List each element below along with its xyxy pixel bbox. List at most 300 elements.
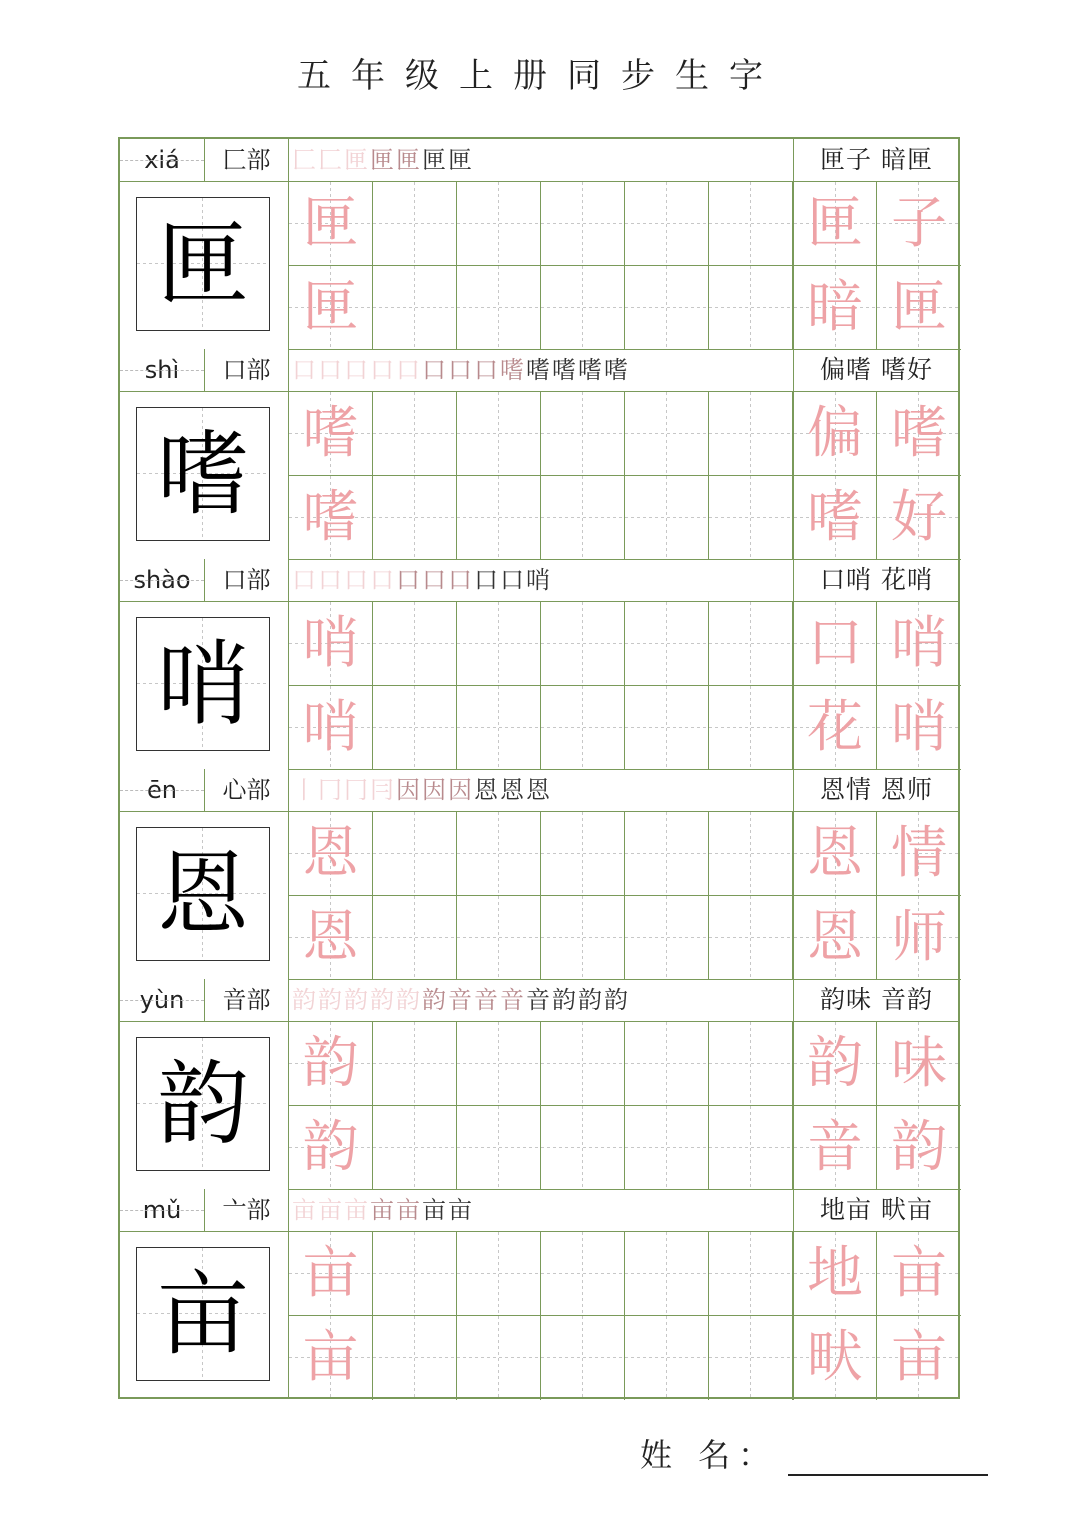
big-char: 哨 — [156, 631, 249, 738]
char-block-5 — [120, 979, 958, 1189]
grid-guide — [541, 1316, 624, 1400]
big-char-area — [120, 602, 289, 769]
big-char-box — [136, 617, 270, 751]
stroke-step: 口 — [344, 356, 370, 384]
pinyin-label: mǔ — [120, 1189, 205, 1231]
stroke-step: 冂 — [318, 776, 344, 804]
grid-guide — [373, 1232, 456, 1315]
practice-cell[interactable] — [289, 686, 373, 770]
grid-guide — [625, 1022, 708, 1105]
trace-char: 亩 — [302, 1241, 359, 1306]
stroke-step: 恩 — [500, 776, 526, 804]
grid-guide — [373, 1022, 456, 1105]
practice-cell[interactable] — [541, 1316, 625, 1400]
char-header-row — [120, 559, 958, 602]
stroke-step: 匚 — [318, 146, 344, 174]
word-trace-cell[interactable] — [877, 266, 961, 350]
word-trace-cell[interactable] — [793, 1106, 877, 1190]
trace-char: 匣 — [302, 191, 359, 256]
stroke-step: 恩 — [526, 776, 552, 804]
practice-cell[interactable] — [625, 1232, 709, 1316]
grid-guide — [373, 686, 456, 769]
big-char-area — [120, 392, 289, 559]
char-header-row — [120, 139, 958, 182]
stroke-step: 口 — [422, 566, 448, 594]
stroke-step: 亩 — [370, 1196, 396, 1224]
practice-cell[interactable] — [709, 1106, 793, 1190]
grid-guide — [625, 266, 708, 349]
trace-char: 亩 — [891, 1241, 947, 1306]
practice-cell[interactable] — [709, 392, 793, 476]
practice-cell[interactable] — [625, 182, 709, 266]
trace-char: 亩 — [891, 1325, 947, 1390]
word-trace-cell[interactable] — [877, 1232, 961, 1316]
stroke-step: 匚 — [292, 146, 318, 174]
word-trace-cell[interactable] — [877, 182, 961, 266]
practice-cell[interactable] — [373, 686, 457, 770]
stroke-step: 亩 — [422, 1196, 448, 1224]
trace-char: 好 — [891, 485, 947, 550]
practice-cell[interactable] — [625, 686, 709, 770]
char-header-row — [120, 979, 958, 1022]
big-char: 嗜 — [156, 421, 249, 528]
char-block-4 — [120, 769, 958, 979]
stroke-step: 亩 — [292, 1196, 318, 1224]
practice-cell[interactable] — [289, 1316, 373, 1400]
grid-guide — [457, 266, 540, 349]
practice-cell[interactable] — [709, 1316, 793, 1400]
grid-guide — [709, 1106, 792, 1189]
stroke-step: 亩 — [344, 1196, 370, 1224]
trace-char: 子 — [891, 191, 947, 256]
grid-guide — [457, 392, 540, 475]
practice-cell[interactable] — [625, 1106, 709, 1190]
practice-cell[interactable] — [289, 812, 373, 896]
practice-cell[interactable] — [289, 392, 373, 476]
practice-cell[interactable] — [709, 266, 793, 350]
trace-char: 匣 — [891, 275, 947, 340]
example-words: 偏嗜 嗜好 — [793, 349, 959, 391]
stroke-step: 恩 — [474, 776, 500, 804]
grid-guide — [541, 1022, 624, 1105]
stroke-step: 冃 — [370, 776, 396, 804]
grid-guide — [541, 182, 624, 265]
stroke-order-sequence — [292, 979, 792, 1021]
trace-char: 韵 — [891, 1115, 947, 1180]
trace-char: 花 — [807, 695, 863, 760]
practice-cell[interactable] — [625, 266, 709, 350]
practice-cell[interactable] — [289, 602, 373, 686]
word-trace-cell[interactable] — [793, 476, 877, 560]
trace-char: 哨 — [302, 695, 359, 760]
practice-cell[interactable] — [709, 896, 793, 980]
word-trace-cell[interactable] — [877, 1316, 961, 1400]
stroke-step: 匣 — [448, 146, 474, 174]
trace-char: 韵 — [302, 1031, 359, 1096]
example-words: 口哨 花哨 — [793, 559, 959, 601]
pinyin-label: shào — [120, 559, 205, 601]
big-char-box — [136, 197, 270, 331]
grid-guide — [541, 896, 624, 979]
practice-cell[interactable] — [541, 266, 625, 350]
big-char-box — [136, 1247, 270, 1381]
practice-cell[interactable] — [289, 266, 373, 350]
stroke-step: 匣 — [396, 146, 422, 174]
grid-guide — [625, 1316, 708, 1400]
grid-guide — [541, 266, 624, 349]
stroke-step: 嗜 — [578, 356, 604, 384]
stroke-step: 韵 — [552, 986, 578, 1014]
big-char-box — [136, 827, 270, 961]
trace-char: 偏 — [807, 401, 863, 466]
grid-guide — [709, 476, 792, 559]
char-block-6 — [120, 1189, 958, 1399]
stroke-step: 口 — [474, 566, 500, 594]
radical-label: 亠部 — [205, 1189, 289, 1231]
char-header-row — [120, 769, 958, 812]
practice-cell[interactable] — [625, 1316, 709, 1400]
stroke-step: 口 — [474, 356, 500, 384]
stroke-step: 丨 — [292, 776, 318, 804]
practice-cell[interactable] — [373, 1232, 457, 1316]
practice-cell[interactable] — [541, 812, 625, 896]
word-trace-cell[interactable] — [793, 182, 877, 266]
trace-char: 口 — [807, 611, 863, 676]
trace-char: 师 — [891, 905, 947, 970]
practice-cell[interactable] — [373, 812, 457, 896]
grid-guide — [709, 812, 792, 895]
practice-cell[interactable] — [457, 602, 541, 686]
practice-cell[interactable] — [373, 266, 457, 350]
grid-guide — [457, 182, 540, 265]
stroke-order-sequence — [292, 559, 792, 601]
char-header-row — [120, 349, 958, 392]
stroke-step: 韵 — [396, 986, 422, 1014]
word-trace-cell[interactable] — [793, 266, 877, 350]
big-char-box — [136, 407, 270, 541]
practice-cell[interactable] — [625, 392, 709, 476]
stroke-step: 亩 — [318, 1196, 344, 1224]
practice-cell[interactable] — [541, 686, 625, 770]
stroke-step: 口 — [292, 566, 318, 594]
stroke-step: 嗜 — [500, 356, 526, 384]
grid-guide — [457, 686, 540, 769]
trace-char: 畎 — [807, 1325, 863, 1390]
grid-guide — [709, 266, 792, 349]
practice-cell[interactable] — [709, 812, 793, 896]
big-char-area — [120, 1232, 289, 1399]
stroke-step: 口 — [292, 356, 318, 384]
stroke-step: 口 — [370, 566, 396, 594]
page-title: 五年级上册同步生字 — [297, 56, 783, 96]
radical-label: 口部 — [205, 349, 289, 391]
practice-cell[interactable] — [541, 476, 625, 560]
trace-char: 匣 — [302, 275, 359, 340]
practice-cell[interactable] — [625, 896, 709, 980]
stroke-step: 口 — [318, 566, 344, 594]
practice-cell[interactable] — [457, 1316, 541, 1400]
practice-cell[interactable] — [373, 602, 457, 686]
practice-cell[interactable] — [289, 1106, 373, 1190]
practice-cell[interactable] — [457, 182, 541, 266]
stroke-step: 韵 — [344, 986, 370, 1014]
stroke-step: 哨 — [526, 566, 552, 594]
grid-guide — [625, 1106, 708, 1189]
grid-guide — [625, 602, 708, 685]
trace-char: 恩 — [807, 905, 863, 970]
grid-guide — [373, 812, 456, 895]
stroke-step: 亩 — [396, 1196, 422, 1224]
stroke-step: 音 — [448, 986, 474, 1014]
stroke-step: 嗜 — [604, 356, 630, 384]
grid-guide — [625, 476, 708, 559]
stroke-step: 口 — [396, 566, 422, 594]
grid-guide — [541, 392, 624, 475]
grid-guide — [709, 1316, 792, 1400]
practice-cell[interactable] — [709, 602, 793, 686]
practice-cell[interactable] — [373, 182, 457, 266]
practice-cell[interactable] — [541, 392, 625, 476]
word-trace-cell[interactable] — [793, 1316, 877, 1400]
practice-cell[interactable] — [289, 896, 373, 980]
example-words: 匣子 暗匣 — [793, 139, 959, 181]
trace-char: 味 — [891, 1031, 947, 1096]
grid-guide — [457, 476, 540, 559]
grid-guide — [625, 1232, 708, 1315]
word-trace-cell[interactable] — [877, 1106, 961, 1190]
stroke-step: 口 — [448, 356, 474, 384]
grid-guide — [541, 686, 624, 769]
grid-guide — [457, 602, 540, 685]
word-trace-cell[interactable] — [793, 896, 877, 980]
stroke-step: 音 — [474, 986, 500, 1014]
stroke-step: 嗜 — [526, 356, 552, 384]
trace-char: 亩 — [302, 1325, 359, 1390]
grid-guide — [457, 1232, 540, 1315]
grid-guide — [373, 896, 456, 979]
practice-cell[interactable] — [709, 686, 793, 770]
stroke-step: 音 — [526, 986, 552, 1014]
grid-guide — [457, 1106, 540, 1189]
practice-cell[interactable] — [457, 896, 541, 980]
stroke-order-sequence — [292, 1189, 792, 1231]
practice-cell[interactable] — [541, 1106, 625, 1190]
stroke-step: 因 — [422, 776, 448, 804]
grid-guide — [541, 476, 624, 559]
grid-guide — [709, 602, 792, 685]
practice-cell[interactable] — [373, 1316, 457, 1400]
grid-guide — [373, 392, 456, 475]
word-trace-cell[interactable] — [793, 812, 877, 896]
practice-cell[interactable] — [541, 1232, 625, 1316]
practice-cell[interactable] — [541, 1022, 625, 1106]
word-trace-cell[interactable] — [877, 686, 961, 770]
trace-char: 哨 — [302, 611, 359, 676]
practice-cell[interactable] — [457, 266, 541, 350]
practice-cell[interactable] — [709, 1232, 793, 1316]
practice-cell[interactable] — [289, 182, 373, 266]
grid-guide — [709, 896, 792, 979]
trace-char: 地 — [807, 1241, 863, 1306]
radical-label: 心部 — [205, 769, 289, 811]
stroke-step: 口 — [396, 356, 422, 384]
trace-char: 韵 — [807, 1031, 863, 1096]
grid-guide — [373, 266, 456, 349]
radical-label: 音部 — [205, 979, 289, 1021]
name-field[interactable] — [640, 1430, 988, 1476]
stroke-step: 韵 — [318, 986, 344, 1014]
practice-cell[interactable] — [541, 602, 625, 686]
grid-guide — [373, 1106, 456, 1189]
grid-guide — [625, 812, 708, 895]
stroke-step: 口 — [422, 356, 448, 384]
grid-guide — [625, 686, 708, 769]
pinyin-label: xiá — [120, 139, 205, 181]
big-char: 恩 — [156, 841, 249, 948]
example-words: 地亩 畎亩 — [793, 1189, 959, 1231]
word-trace-cell[interactable] — [793, 686, 877, 770]
stroke-order-sequence — [292, 769, 792, 811]
name-label: 姓 名： — [640, 1436, 779, 1474]
big-char: 匣 — [156, 211, 249, 318]
trace-char: 匣 — [807, 191, 863, 256]
practice-cell[interactable] — [289, 1232, 373, 1316]
practice-cell[interactable] — [541, 182, 625, 266]
word-trace-cell[interactable] — [877, 1022, 961, 1106]
name-blank-line[interactable] — [788, 1444, 988, 1476]
stroke-step: 匣 — [344, 146, 370, 174]
grid-guide — [373, 476, 456, 559]
word-trace-cell[interactable] — [877, 392, 961, 476]
stroke-step: 口 — [370, 356, 396, 384]
practice-cell[interactable] — [289, 1022, 373, 1106]
practice-cell[interactable] — [625, 1022, 709, 1106]
grid-guide — [625, 182, 708, 265]
practice-cell[interactable] — [457, 392, 541, 476]
grid-guide — [625, 896, 708, 979]
practice-cell[interactable] — [457, 1232, 541, 1316]
practice-cell[interactable] — [373, 1022, 457, 1106]
grid-guide — [709, 686, 792, 769]
trace-char: 嗜 — [302, 485, 359, 550]
trace-char: 韵 — [302, 1115, 359, 1180]
word-trace-cell[interactable] — [793, 392, 877, 476]
word-trace-cell[interactable] — [877, 812, 961, 896]
trace-char: 嗜 — [891, 401, 947, 466]
big-char-box — [136, 1037, 270, 1171]
char-block-3 — [120, 559, 958, 769]
grid-guide — [709, 1232, 792, 1315]
practice-cell[interactable] — [457, 1022, 541, 1106]
practice-cell[interactable] — [457, 1106, 541, 1190]
stroke-step: 亩 — [448, 1196, 474, 1224]
trace-char: 嗜 — [807, 485, 863, 550]
pinyin-label: yùn — [120, 979, 205, 1021]
big-char-area — [120, 812, 289, 979]
practice-cell[interactable] — [373, 896, 457, 980]
practice-cell[interactable] — [373, 476, 457, 560]
trace-char: 情 — [891, 821, 947, 886]
pinyin-label: shì — [120, 349, 205, 391]
char-header-row — [120, 1189, 958, 1232]
grid-guide — [457, 1022, 540, 1105]
word-trace-cell[interactable] — [877, 896, 961, 980]
stroke-step: 口 — [500, 566, 526, 594]
practice-cell[interactable] — [289, 476, 373, 560]
grid-guide — [709, 392, 792, 475]
char-block-2 — [120, 349, 958, 559]
pinyin-label: ēn — [120, 769, 205, 811]
example-words: 恩情 恩师 — [793, 769, 959, 811]
trace-char: 嗜 — [302, 401, 359, 466]
example-words: 韵味 音韵 — [793, 979, 959, 1021]
trace-char: 恩 — [807, 821, 863, 886]
stroke-step: 韵 — [370, 986, 396, 1014]
trace-char: 哨 — [891, 695, 947, 760]
radical-label: 匚部 — [205, 139, 289, 181]
stroke-step: 韵 — [578, 986, 604, 1014]
practice-cell[interactable] — [709, 476, 793, 560]
trace-char: 恩 — [302, 905, 359, 970]
word-trace-cell[interactable] — [877, 602, 961, 686]
big-char-area — [120, 1022, 289, 1189]
practice-cell[interactable] — [709, 1022, 793, 1106]
practice-cell[interactable] — [541, 896, 625, 980]
big-char: 亩 — [156, 1261, 249, 1368]
grid-guide — [373, 182, 456, 265]
practice-cell[interactable] — [625, 602, 709, 686]
big-char: 韵 — [156, 1051, 249, 1158]
word-trace-cell[interactable] — [793, 1232, 877, 1316]
practice-cell[interactable] — [373, 392, 457, 476]
word-trace-cell[interactable] — [793, 1022, 877, 1106]
practice-cell[interactable] — [625, 812, 709, 896]
word-trace-cell[interactable] — [793, 602, 877, 686]
stroke-step: 口 — [448, 566, 474, 594]
stroke-step: 口 — [318, 356, 344, 384]
practice-cell[interactable] — [709, 182, 793, 266]
practice-cell[interactable] — [457, 476, 541, 560]
grid-guide — [457, 812, 540, 895]
grid-guide — [541, 1232, 624, 1315]
stroke-step: 音 — [500, 986, 526, 1014]
word-trace-cell[interactable] — [877, 476, 961, 560]
trace-char: 音 — [807, 1115, 863, 1180]
stroke-step: 因 — [396, 776, 422, 804]
big-char-area — [120, 182, 289, 349]
stroke-step: 匣 — [422, 146, 448, 174]
grid-guide — [457, 896, 540, 979]
practice-cell[interactable] — [625, 476, 709, 560]
stroke-step: 口 — [344, 566, 370, 594]
grid-guide — [541, 812, 624, 895]
stroke-step: 嗜 — [552, 356, 578, 384]
trace-char: 恩 — [302, 821, 359, 886]
practice-cell[interactable] — [373, 1106, 457, 1190]
practice-sheet — [118, 137, 960, 1399]
grid-guide — [709, 1022, 792, 1105]
grid-guide — [457, 1316, 540, 1400]
grid-guide — [541, 602, 624, 685]
practice-cell[interactable] — [457, 686, 541, 770]
grid-guide — [709, 182, 792, 265]
practice-cell[interactable] — [457, 812, 541, 896]
stroke-step: 韵 — [422, 986, 448, 1014]
grid-guide — [541, 1106, 624, 1189]
trace-char: 哨 — [891, 611, 947, 676]
stroke-step: 匣 — [370, 146, 396, 174]
stroke-step: 韵 — [604, 986, 630, 1014]
